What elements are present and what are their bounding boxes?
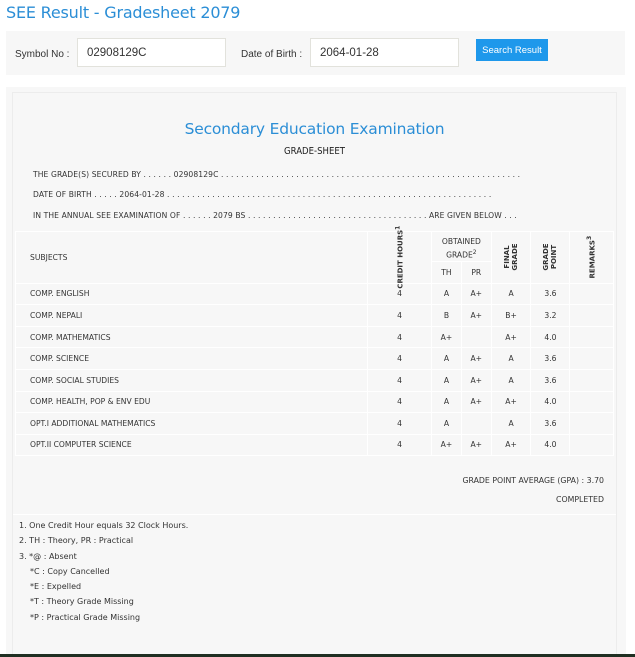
subject-cell: OPT.I ADDITIONAL MATHEMATICS [16, 413, 368, 435]
symbol-no-input[interactable] [77, 38, 226, 67]
page-title: SEE Result - Gradesheet 2079 [6, 3, 241, 22]
credit-hours-cell: 4 [367, 369, 431, 391]
gradesheet-container [6, 87, 626, 657]
final-grade-cell: A+ [491, 391, 531, 413]
credit-hours-cell: 4 [367, 348, 431, 370]
credit-hours-footnote: 1 [394, 225, 402, 230]
theory-grade-cell: A [432, 413, 462, 435]
credit-hours-cell: 4 [367, 326, 431, 348]
footnote-2: 2. TH : Theory, PR : Practical [19, 536, 134, 546]
theory-grade-cell: A [432, 283, 462, 305]
grade-point-label: GRADE POINT [542, 243, 559, 271]
column-header-obtained-grade [432, 232, 492, 262]
column-header-final-grade [491, 232, 531, 284]
credit-hours-cell: 4 [367, 283, 431, 305]
theory-grade-cell: A [432, 391, 462, 413]
footnote-practical-missing: *P : Practical Grade Missing [30, 612, 141, 622]
exam-title: Secondary Education Examination [184, 120, 445, 138]
theory-grade-cell: B [432, 305, 462, 327]
remarks-cell [570, 326, 614, 348]
subject-cell: COMP. MATHEMATICS [16, 326, 368, 348]
final-grade-cell: B+ [491, 305, 531, 327]
grade-point-cell: 4.0 [531, 434, 570, 456]
remarks-label [587, 236, 597, 279]
column-header-pr: PR [461, 261, 491, 283]
practical-grade-cell [461, 326, 491, 348]
final-grade-cell: A+ [491, 434, 531, 456]
subject-cell: COMP. SOCIAL STUDIES [16, 369, 368, 391]
date-of-birth-input[interactable] [310, 38, 459, 67]
grade-point-cell: 3.6 [531, 348, 570, 370]
final-grade-cell: A [491, 348, 531, 370]
subject-cell: OPT.II COMPUTER SCIENCE [16, 434, 368, 456]
footnote-expelled: *E : Expelled [30, 582, 82, 592]
divider [13, 514, 616, 515]
practical-grade-cell: A+ [461, 391, 491, 413]
grade-point-cell: 4.0 [531, 391, 570, 413]
footnote-copy-cancelled: *C : Copy Cancelled [30, 566, 110, 576]
remarks-cell [570, 434, 614, 456]
credit-hours-cell: 4 [367, 391, 431, 413]
table-row [16, 369, 614, 391]
gradesheet-subtitle: GRADE-SHEET [283, 146, 346, 157]
table-row [16, 434, 614, 456]
table-row [16, 283, 614, 305]
table-row [16, 326, 614, 348]
obtained-grade-text: OBTAINED GRADE [441, 237, 481, 260]
table-row [16, 348, 614, 370]
symbol-no-label: Symbol No : [15, 49, 70, 60]
grade-point-cell: 4.0 [531, 326, 570, 348]
final-grade-cell: A [491, 413, 531, 435]
column-header-th: TH [432, 261, 462, 283]
column-header-grade-point [531, 232, 570, 284]
table-row [16, 391, 614, 413]
search-form [6, 31, 625, 75]
footnote-theory-missing: *T : Theory Grade Missing [30, 597, 134, 607]
final-grade-cell: A+ [491, 326, 531, 348]
practical-grade-cell: A+ [461, 348, 491, 370]
remarks-cell [570, 369, 614, 391]
grade-point-cell: 3.2 [531, 305, 570, 327]
grade-point-cell: 3.6 [531, 369, 570, 391]
table-row [16, 305, 614, 327]
date-of-birth-label: Date of Birth : [241, 49, 303, 60]
credit-hours-label [394, 226, 404, 289]
remarks-text: REMARKS [588, 240, 597, 279]
info-line-examination: IN THE ANNUAL SEE EXAMINATION OF . . . . . . 2079 BS . . . . . . . . . . . . . . . . . . . . . . . . . . . . . . . . . . . . ARE GIVEN BELOW . . . [33, 211, 517, 220]
column-header-subjects [16, 232, 368, 284]
grades-table [15, 225, 614, 456]
practical-grade-cell [461, 413, 491, 435]
theory-grade-cell: A [432, 369, 462, 391]
theory-grade-cell: A [432, 348, 462, 370]
result-status: COMPLETED [556, 495, 604, 504]
final-grade-cell: A [491, 283, 531, 305]
credit-hours-text: CREDIT HOURS [396, 229, 405, 289]
column-header-remarks [570, 232, 614, 284]
column-header-credit-hours [367, 225, 431, 289]
practical-grade-cell: A+ [461, 283, 491, 305]
practical-grade-cell: A+ [461, 305, 491, 327]
info-line-date-of-birth: DATE OF BIRTH . . . . . 2064-01-28 . . . . . . . . . . . . . . . . . . . . . . . . . . . . . . . . . . . . . . . . . . . . . . . . . . . . . . . . . . . . . . . . . [33, 190, 492, 199]
practical-grade-cell: A+ [461, 434, 491, 456]
remarks-footnote: 3 [586, 235, 594, 241]
credit-hours-cell: 4 [367, 434, 431, 456]
final-grade-cell: A [491, 369, 531, 391]
search-result-button[interactable]: Search Result [476, 39, 548, 61]
subject-cell: COMP. SCIENCE [16, 348, 368, 370]
theory-grade-cell: A+ [432, 326, 462, 348]
remarks-cell [570, 348, 614, 370]
subject-cell: COMP. ENGLISH [16, 283, 368, 305]
remarks-cell [570, 283, 614, 305]
subject-cell: COMP. HEALTH, POP & ENV EDU [16, 391, 368, 413]
footnote-3: 3. *@ : Absent [19, 551, 77, 561]
theory-grade-cell: A+ [432, 434, 462, 456]
remarks-cell [570, 391, 614, 413]
remarks-cell [570, 305, 614, 327]
column-header-subjects-label: SUBJECTS [30, 252, 68, 262]
practical-grade-cell: A+ [461, 369, 491, 391]
remarks-cell [570, 413, 614, 435]
gradesheet [12, 92, 617, 657]
table-row [16, 413, 614, 435]
subject-cell: COMP. NEPALI [16, 305, 368, 327]
credit-hours-cell: 4 [367, 305, 431, 327]
info-line-secured-by: THE GRADE(S) SECURED BY . . . . . . 02908129C . . . . . . . . . . . . . . . . . . . . . . . . . . . . . . . . . . . . . . . . . . . . . . . . . . . . . . . . . . . . [33, 170, 521, 179]
final-grade-label: FINAL GRADE [503, 243, 520, 271]
gpa-value: GRADE POINT AVERAGE (GPA) : 3.70 [462, 476, 604, 485]
credit-hours-cell: 4 [367, 413, 431, 435]
obtained-grade-footnote: 2 [472, 249, 477, 256]
grade-point-cell: 3.6 [531, 413, 570, 435]
footnotes [19, 518, 188, 625]
footnote-1: 1. One Credit Hour equals 32 Clock Hours. [19, 521, 189, 530]
grade-point-cell: 3.6 [531, 283, 570, 305]
